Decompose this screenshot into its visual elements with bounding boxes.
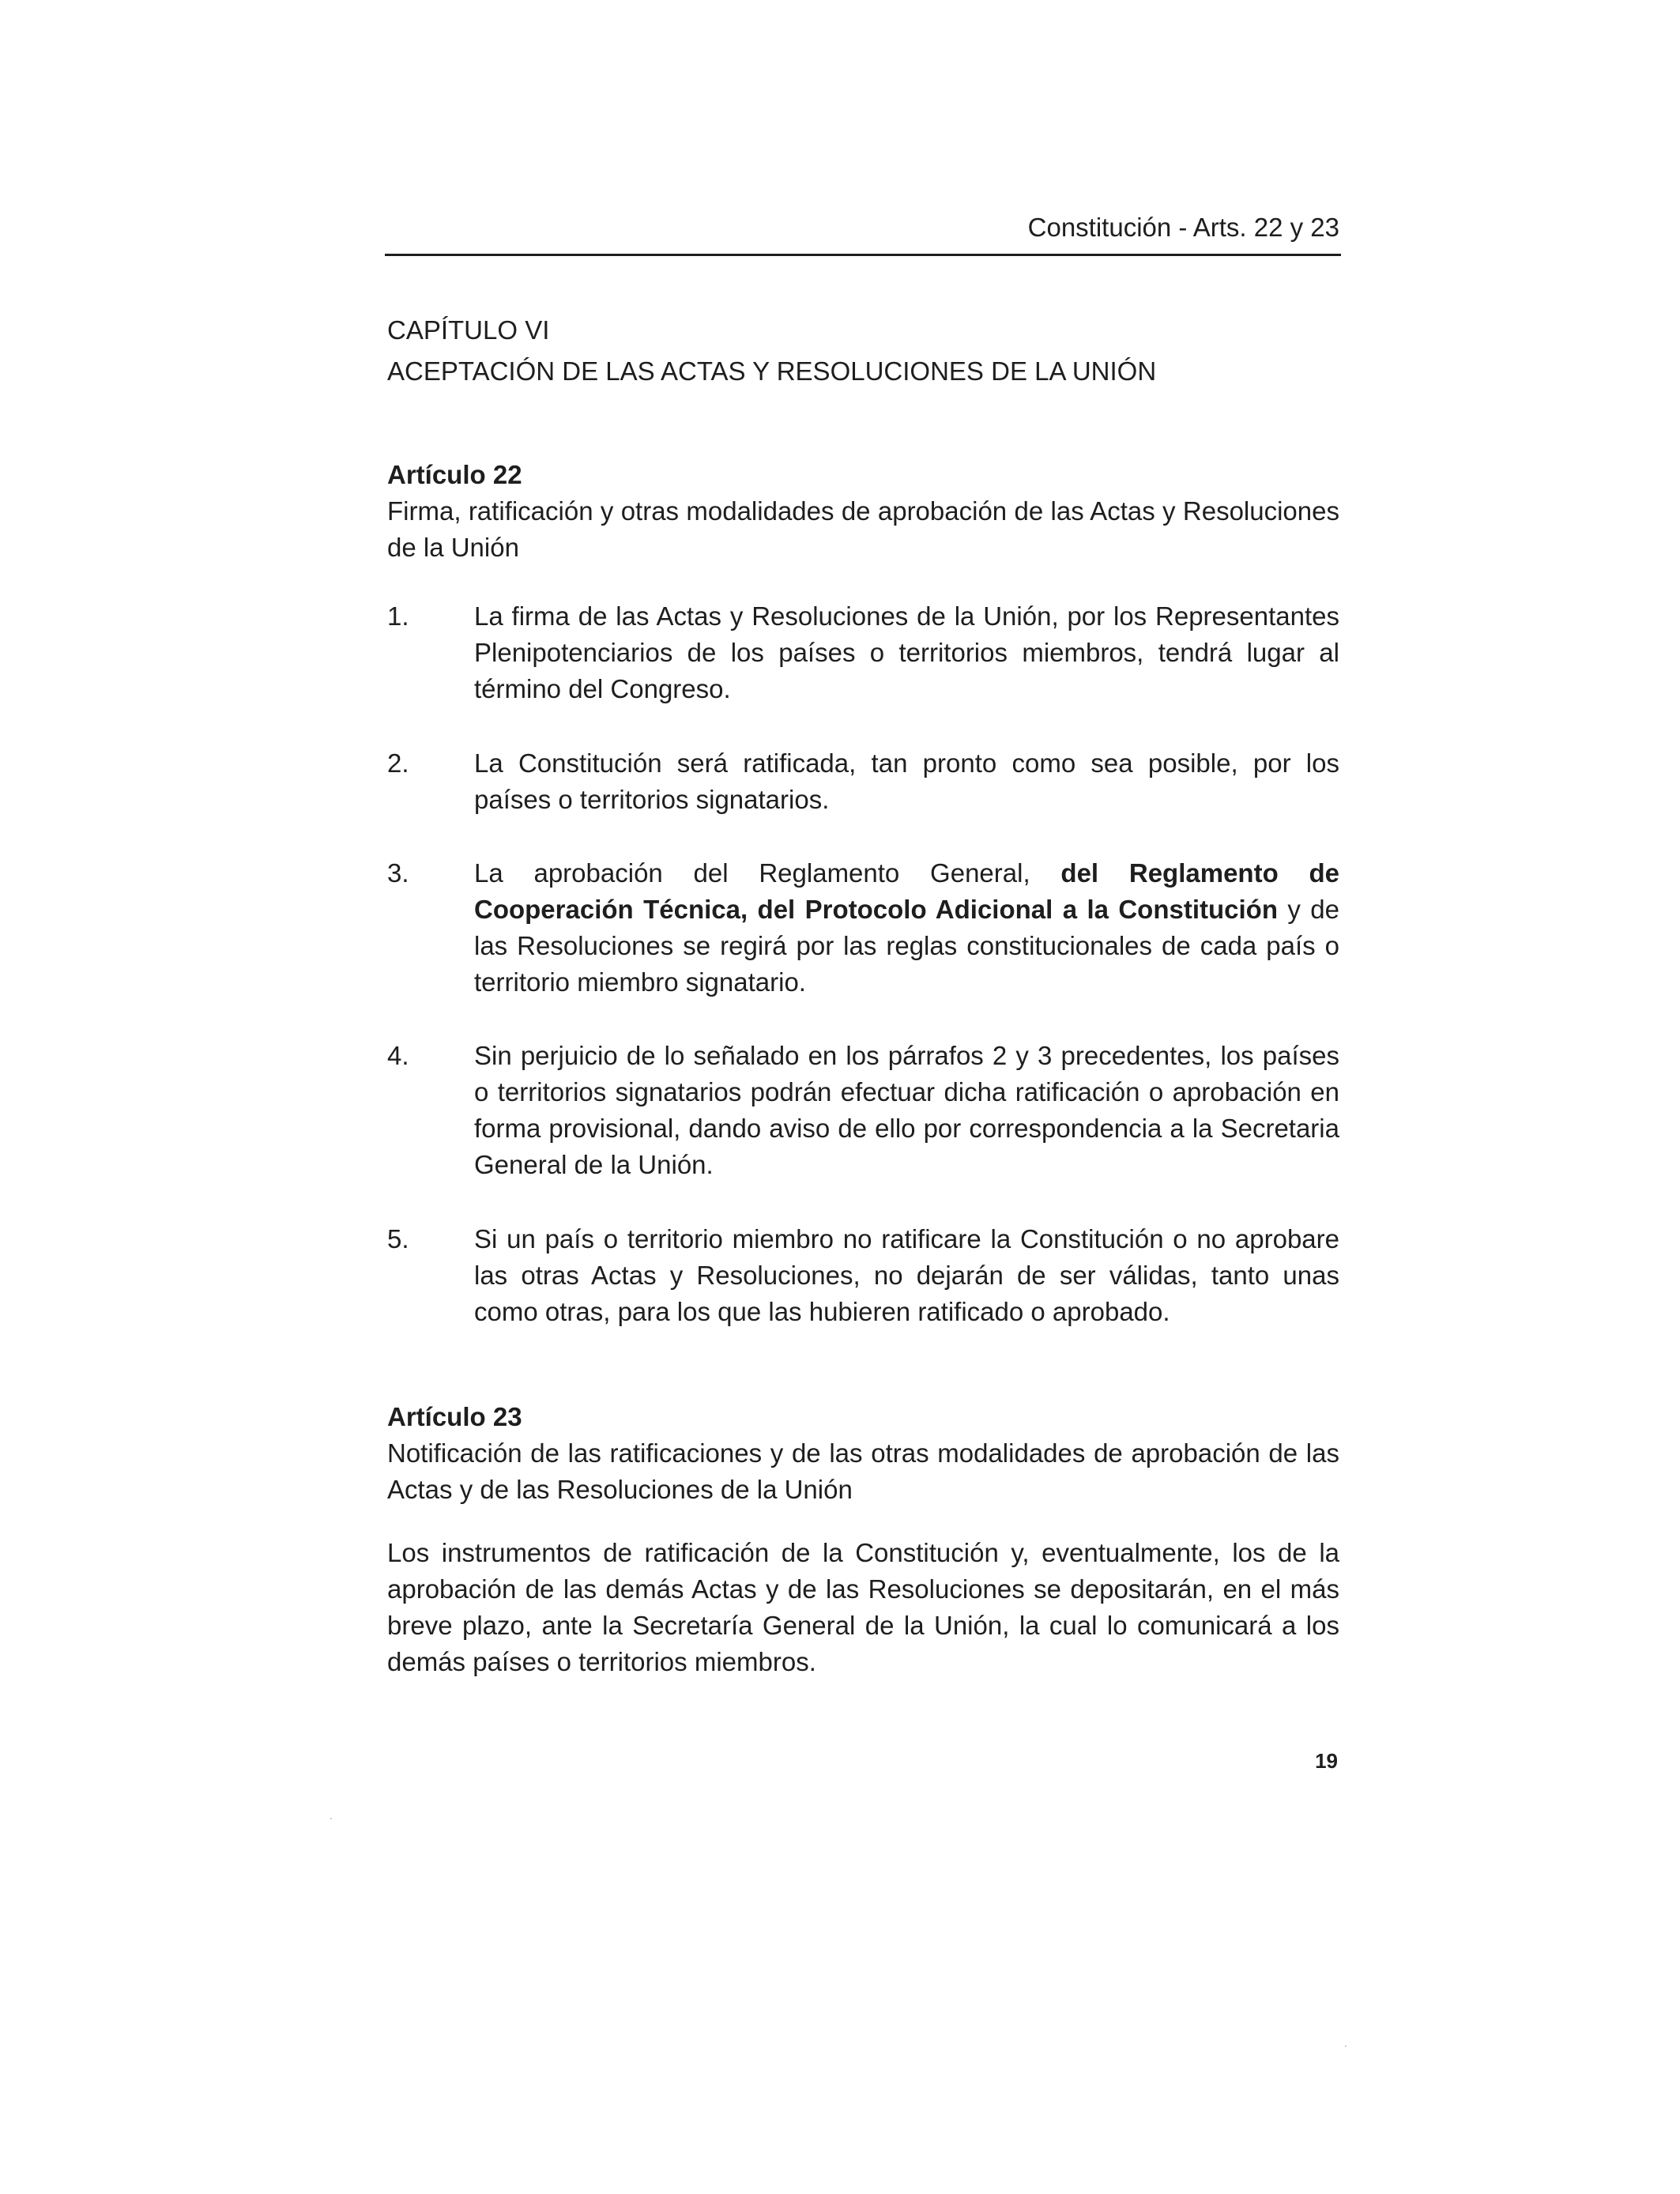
article-23-body: Los instrumentos de ratificación de la Constitución y, eventualmente, los de la aprobación de las demás Actas y de las Resoluciones se depositarán, en el más breve plazo, ante la Secretaría General de la Unión, la cual lo comunicará a los demás países o territorios miembros.: [387, 1538, 1339, 1676]
item-number: 5.: [387, 1224, 409, 1253]
header-rule: [385, 254, 1341, 256]
article-23-title: Notificación de las ratificaciones y de las otras modalidades de aprobación de las Actas y de las Resoluciones de la Unión: [387, 1438, 1339, 1504]
article-22-item-3: [387, 855, 1339, 1001]
article-22-title: Firma, ratificación y otras modalidades de aprobación de las Actas y Resoluciones de la Unión: [387, 496, 1339, 562]
item-text: La firma de las Actas y Resoluciones de la Unión, por los Representantes Plenipotenciarios de los países o territorios miembros, tendrá lugar al término del Congreso.: [474, 601, 1339, 703]
item-number: 4.: [387, 1041, 409, 1070]
item-text-bold: del Reglamento de Cooperación Técnica, del Protocolo Adicional a la Constitución: [474, 858, 1340, 924]
chapter-number: CAPÍTULO VI: [387, 315, 550, 345]
item-text-regular: y de las Resoluciones se regirá por las reglas constitucionales de cada país o territorio miembro signatario.: [474, 895, 1339, 997]
item-text: Si un país o territorio miembro no ratificare la Constitución o no aprobare las otras Actas y Resoluciones, no dejarán de ser válidas, tanto unas como otras, para los que las hubieren ratificado o aprobado.: [474, 1224, 1339, 1326]
article-23-heading: Artículo 23: [387, 1402, 522, 1431]
page-number: 19: [1315, 1749, 1338, 1773]
article-23-header: [387, 1399, 1339, 1508]
scan-speck: [330, 1818, 332, 1819]
item-text: [474, 855, 1339, 1001]
item-number: 2.: [387, 748, 409, 778]
article-22-heading: Artículo 22: [387, 460, 522, 489]
article-22-header: [387, 457, 1339, 566]
item-number: 1.: [387, 601, 409, 631]
article-22-item-1: [387, 598, 1339, 707]
article-22-item-5: [387, 1221, 1339, 1330]
item-text-regular: La aprobación del Reglamento General,: [474, 858, 1061, 888]
chapter-heading: [387, 310, 1339, 392]
scan-speck: [1345, 2045, 1347, 2047]
chapter-title: ACEPTACIÓN DE LAS ACTAS Y RESOLUCIONES DE LA UNIÓN: [387, 356, 1157, 386]
item-number: 3.: [387, 858, 409, 888]
running-header: Constitución - Arts. 22 y 23: [1027, 213, 1339, 242]
item-text: La Constitución será ratificada, tan pronto como sea posible, por los países o territorios signatarios.: [474, 748, 1339, 814]
article-22-item-4: [387, 1038, 1339, 1183]
item-text: Sin perjuicio de lo señalado en los párrafos 2 y 3 precedentes, los países o territorios signatarios podrán efectuar dicha ratificación o aprobación en forma provisional, dando aviso de ello por correspondencia a la Secretaria General de la Unión.: [474, 1041, 1339, 1179]
article-22-item-2: [387, 745, 1339, 818]
